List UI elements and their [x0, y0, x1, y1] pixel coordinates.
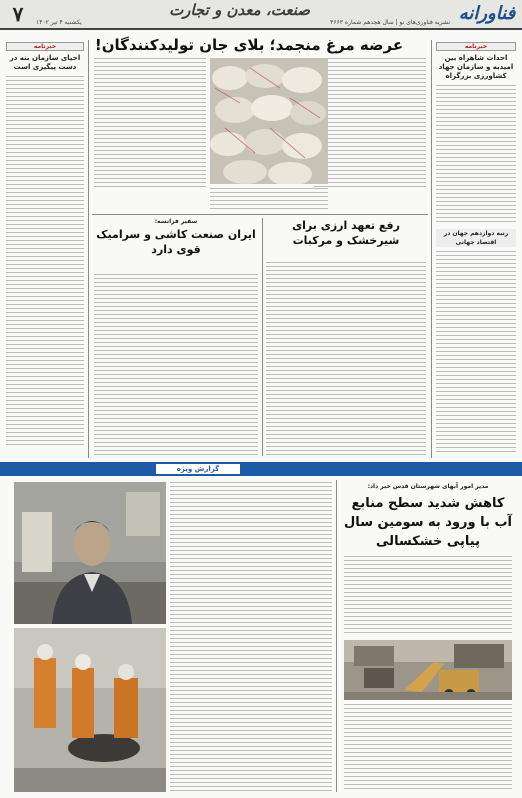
newspaper-logo: فناورانه [458, 3, 516, 24]
ceramic-story-text [94, 274, 258, 455]
section-title: صنعت، معدن و تجارت [169, 1, 310, 19]
right-sidebar [436, 40, 516, 455]
ceramic-story-kicker: سفیر فرانسه: [154, 218, 198, 225]
special-report-band [0, 462, 522, 476]
column-divider [262, 218, 263, 456]
water-story-text-top [344, 556, 512, 636]
frozen-chicken-photo [210, 58, 328, 184]
right-sidebar-text [436, 85, 516, 225]
water-story-kicker: مدیر امور آبهای شهرستان قدس خبر داد: [367, 483, 489, 490]
left-sidebar-tag: خبرنامه [6, 42, 84, 51]
construction-site-photo [344, 640, 512, 700]
section-divider [92, 214, 428, 215]
currency-story-text [266, 262, 426, 455]
right-sidebar-tag: خبرنامه [436, 42, 516, 51]
left-sidebar-headline: احیای سازمان بنه در دست پیگیری است [9, 54, 81, 71]
main-headline: عرضه مرغ منجمد؛ بلای جان تولیدکنندگان! [94, 36, 404, 54]
workers-manhole-photo [14, 628, 166, 792]
right-sidebar-subhead: رتبه دوازدهم جهان در اقتصاد جهانی [436, 229, 516, 247]
page-number: ۷ [12, 2, 24, 26]
right-sidebar-headline: احداث شاهراه بین امیدیه و سازمان جهاد کشاورزی بزرگراه [438, 54, 514, 80]
left-sidebar [6, 40, 84, 455]
main-story-text-right [314, 58, 426, 188]
issue-tagline: نشریه فناوری‌های نو | سال هجدهم شماره ۴۶۶۳ [330, 19, 450, 26]
water-story-headline: کاهش شدید سطح منابع آب با ورود به سومین سال پیاپی خشکسالی [344, 496, 512, 549]
currency-story-headline: رفع تعهد ارزی برای شیرخشک و مرکبات [292, 219, 400, 247]
masthead [0, 0, 522, 30]
issue-date: یکشنبه ۴ تیر ۱۴۰۲ [36, 19, 82, 26]
main-story-text-left [94, 58, 206, 188]
water-story-text-bottom [344, 704, 512, 792]
left-sidebar-text [6, 76, 84, 446]
ceramic-story-headline: ایران صنعت کاشی و سرامیک قوی دارد [96, 228, 256, 256]
special-report-label: گزارش ویژه [155, 463, 241, 475]
water-story-text-middle [170, 482, 332, 792]
photo-caption-text [210, 188, 328, 210]
column-divider [336, 480, 337, 792]
currency-story-headline-box [266, 218, 426, 258]
official-portrait-photo [14, 482, 166, 624]
column-divider [431, 40, 432, 458]
ceramic-story-headline-box [94, 218, 258, 270]
column-divider [88, 40, 89, 458]
right-sidebar-text-2 [436, 251, 516, 455]
